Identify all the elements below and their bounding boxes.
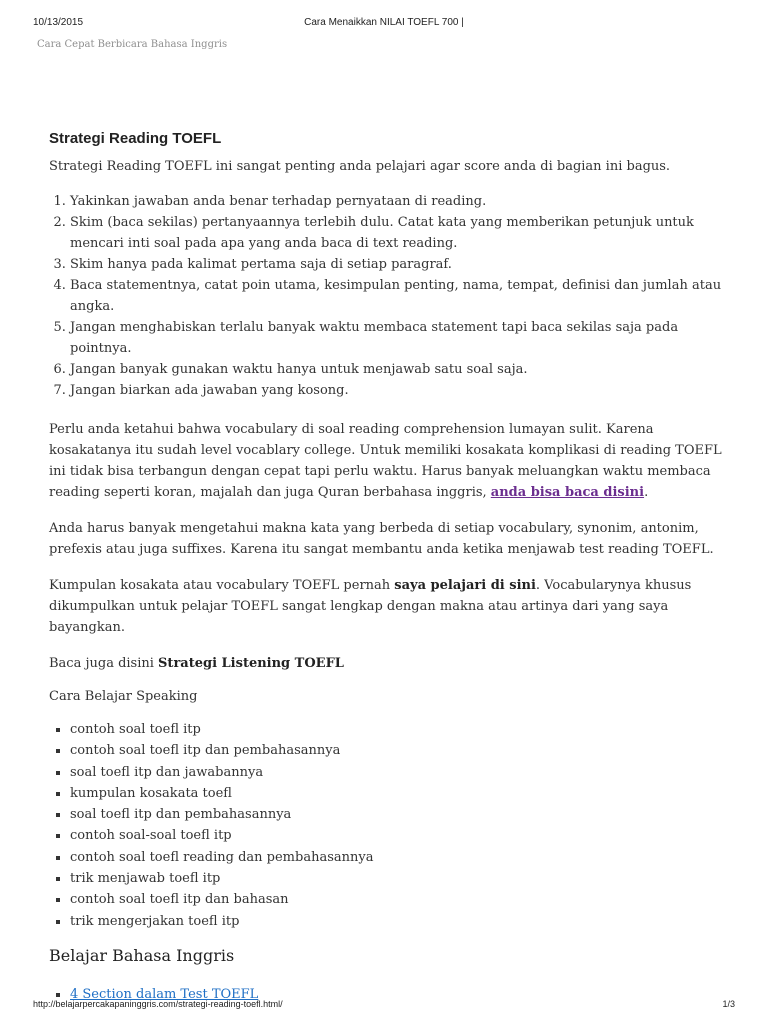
related-item[interactable]: ▪ contoh soal toefl itp dan bahasan: [70, 889, 739, 910]
vocabulary-paragraph: [49, 419, 739, 503]
related-item[interactable]: ▪ contoh soal toefl itp: [70, 719, 739, 740]
learned-here-link[interactable]: saya pelajari di sini: [394, 578, 536, 593]
related-list: [49, 719, 739, 932]
related-item[interactable]: ▪ contoh soal-soal toefl itp: [70, 825, 739, 846]
vocabulary-text: Perlu anda ketahui bahwa vocabulary di soal reading comprehension lumayan sulit. Karena kosakatanya itu sudah level vocablary college. Untuk memiliki kosakata komplikasi di reading TOEFL ini tidak bisa terbangun dengan cepat tapi perlu waktu. Harus banyak meluangkan waktu membaca reading seperti koran, majalah dan juga Quran berbahasa inggris,: [49, 422, 722, 500]
steps-list: [49, 191, 739, 401]
related-item[interactable]: ▪ contoh soal toefl reading dan pembahasannya: [70, 847, 739, 868]
related-item[interactable]: ▪ soal toefl itp dan jawabannya: [70, 762, 739, 783]
article-content: [49, 128, 739, 1005]
step-item: 2. Skim (baca sekilas) pertanyaannya terlebih dulu. Catat kata yang memberikan petunjuk untuk mencari inti soal pada apa yang anda baca di text reading.: [70, 212, 739, 254]
print-footer: [33, 999, 735, 1013]
listening-strategy-link[interactable]: Strategi Listening TOEFL: [158, 656, 344, 671]
breadcrumb-link[interactable]: Cara Cepat Berbicara Bahasa Inggris: [37, 39, 228, 50]
four-sections-link[interactable]: 4 Section dalam Test TOEFL: [70, 986, 259, 1002]
print-date: 10/13/2015: [33, 17, 84, 28]
read-also-paragraph: [49, 653, 739, 674]
read-also-pre: Baca juga disini: [49, 656, 159, 671]
step-item: 3. Skim hanya pada kalimat pertama saja di setiap paragraf.: [70, 254, 739, 275]
period: .: [644, 485, 649, 500]
synonym-paragraph: Anda harus banyak mengetahui makna kata yang berbeda di setiap vocabulary, synonim, antonim, prefexis atau juga suffixes. Karena itu sangat membantu anda ketika menjawab test reading TOEFL.: [49, 521, 714, 557]
page-number: 1/3: [722, 999, 735, 1009]
belajar-heading: Belajar Bahasa Inggris: [49, 945, 235, 965]
related-item[interactable]: ▪ contoh soal toefl itp dan pembahasannya: [70, 740, 739, 761]
step-item: 6. Jangan banyak gunakan waktu hanya untuk menjawab satu soal saja.: [70, 359, 739, 380]
print-title: Cara Menaikkan NILAI TOEFL 700 |: [304, 17, 464, 28]
related-item[interactable]: ▪ trik mengerjakan toefl itp: [70, 911, 739, 932]
print-header: [33, 17, 735, 31]
related-item[interactable]: ▪ soal toefl itp dan pembahasannya: [70, 804, 739, 825]
section-title: Strategi Reading TOEFL: [49, 130, 222, 147]
print-url: http://belajarpercakapaninggris.com/strategi-reading-toefl.html/: [33, 999, 283, 1009]
step-item: 5. Jangan menghabiskan terlalu banyak waktu membaca statement tapi baca sekilas saja pada pointnya.: [70, 317, 739, 359]
step-item: 7. Jangan biarkan ada jawaban yang kosong.: [70, 380, 739, 401]
intro-paragraph: Strategi Reading TOEFL ini sangat penting anda pelajari agar score anda di bagian ini bagus.: [49, 159, 671, 174]
read-here-link[interactable]: anda bisa baca disini: [490, 485, 645, 500]
related-item[interactable]: ▪ kumpulan kosakata toefl: [70, 783, 739, 804]
kosakata-post: . Vocabularynya khusus dikumpulkan untuk pelajar TOEFL sangat lengkap dengan makna atau artinya dari yang saya bayangkan.: [49, 578, 692, 635]
speaking-label: Cara Belajar Speaking: [49, 689, 198, 704]
step-item: 1. Yakinkan jawaban anda benar terhadap pernyataan di reading.: [70, 191, 739, 212]
kosakata-pre: Kumpulan kosakata atau vocabulary TOEFL pernah: [49, 578, 395, 593]
step-item: 4. Baca statementnya, catat poin utama, kesimpulan penting, nama, tempat, definisi dan jumlah atau angka.: [70, 275, 739, 317]
kosakata-paragraph: [49, 575, 739, 638]
related-item[interactable]: ▪ trik menjawab toefl itp: [70, 868, 739, 889]
